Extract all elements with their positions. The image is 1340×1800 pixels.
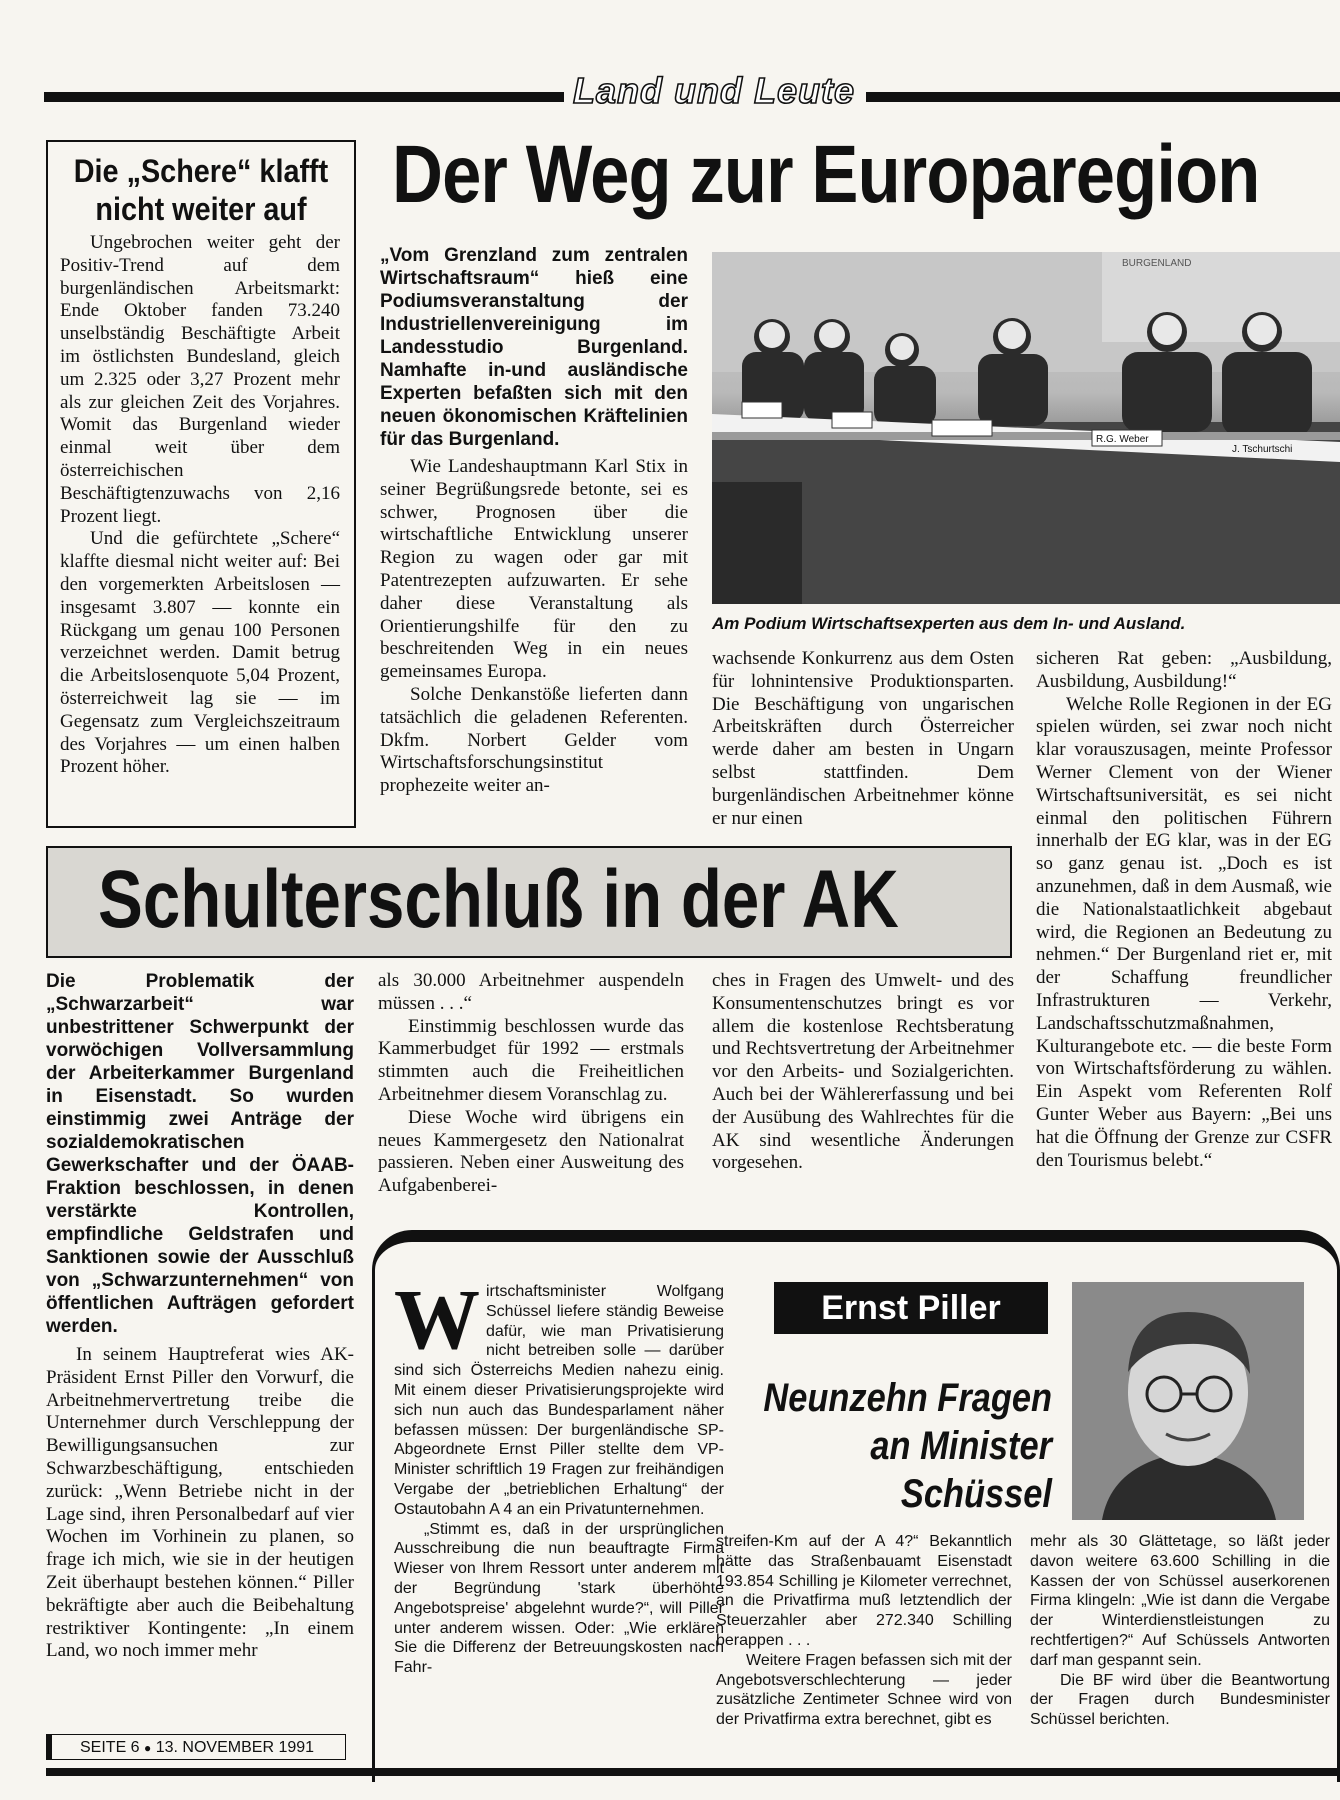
- article2-paragraph: Einstimmig beschlossen wurde das Kammerbudget für 1992 — erstmals stimmten auch die Freiheitlichen Arbeitnehmer diesem Voranschlag zu.: [378, 1015, 684, 1105]
- article2-headline: Schulterschluß in der AK: [98, 854, 899, 945]
- article1-paragraph: Welche Rolle Regionen in der EG spielen würden, sei zwar noch nicht klar vorauszusagen, meinte Professor Werner Clement von der Wiener Wirtschaftsuniversität, es sei nicht einmal den politischen Führern innerhalb der EG klar, was in der EG so ganz genau ist. „Doch es ist anzunehmen, daß in dem Ausmaß, wie die Nationalstaatlichkeit abgebaut wird, die Regionen an Bedeutung zu nehmen.“ Der Burgenland riet er, mit der Schaffung freundlicher Infrastrukturen — Verkehr, Landschaftsschutzmaßnahmen, Kulturangebote etc. — die beste Form von Wirtschaftsförderung zu wählen. Ein Aspekt vom Referenten Rolf Gunter Weber aus Bayern: „Bei uns hat die Öffnung der Grenze zur CSFR den Tourismus belebt.“: [1036, 693, 1332, 1171]
- article2-col1: [46, 970, 354, 1663]
- sidebar-title-line1: Die „Schere“ klafft: [73, 153, 329, 189]
- sidebar-box: [46, 140, 356, 828]
- sidebar-paragraph: Und die gefürchtete „Schere“ klaffte diesmal nicht weiter auf: Bei den vorgemerkten Arbeitslosen — insgesamt 3.807 — konnte ein Rückgang um genau 100 Personen verzeichnet werden. Damit betrug die Arbeitslosenquote 5,04 Prozent, österreichweit lag sie — im Gegensatz zum Vergleichszeitraum des Vorjahres — um einen halben Prozent höher.: [60, 528, 340, 778]
- article2-paragraph: ches in Fragen des Umwelt- und des Konsumentenschutzes bringt es vor allem die kostenlose Rechtsberatung und Rechtsvertretung der Arbeitnehmer vor den Arbeits- und Sozialgerichten. Auch bei der Wählererfassung und bei der Ausübung des Wahlrechtes für die AK sind wesentliche Änderungen vorgesehen.: [712, 970, 1014, 1174]
- article1-paragraph: Wie Landeshauptmann Karl Stix in seiner Begrüßungsrede betonte, sei es schwer, Prognosen über die wirtschaftliche Entwicklung unserer Region zu wagen oder gar mit Patentrezepten aufzuwarten. Er sehe daher diese Veranstaltung als Orientierungshilfe für den zu beschreitenden Weg in ein neues gemeinsames Europa.: [380, 456, 688, 683]
- article1-paragraph: Solche Denkanstöße lieferten dann tatsächlich die geladenen Referenten. Dkfm. Norbert Gelder vom Wirtschaftsforschungsinstitut prophezeite weiter an-: [380, 683, 688, 797]
- podium-photo: [712, 252, 1340, 604]
- commentary-col1: [394, 1271, 724, 1678]
- commentary-paragraph: streifen-Km auf der A 4?“ Bekanntlich hätte das Straßenbauamt Eisenstadt 193.854 Schilling je Kilometer verrechnet, an die Privatfirma muß letztendlich der Steuerzahler aber 272.340 Schilling berappen . . .: [716, 1533, 1012, 1649]
- article2-paragraph: Diese Woche wird übrigens ein neues Kammergesetz den Nationalrat passieren. Neben einer Ausweitung des Aufgabenberei-: [378, 1106, 684, 1197]
- article1-col1: [380, 456, 688, 798]
- section-title: Land und Leute: [573, 70, 855, 111]
- article1-paragraph: wachsende Konkurrenz aus dem Osten für lohnintensive Produktionsparten. Die Beschäftigung von ungarischen Arbeitskräften durch Österreicher werde daher am besten in Ungarn selbst stattfinden. Dem burgenländischen Arbeitnehmer könne er nur einen: [712, 648, 1014, 829]
- author-name-tag: Ernst Piller: [774, 1282, 1048, 1334]
- article1-headline: Der Weg zur Europaregion: [392, 129, 1260, 220]
- photo-sign-text: BURGENLAND: [1122, 258, 1192, 269]
- commentary-paragraph: mehr als 30 Glättetage, so läßt jeder davon weitere 63.600 Schilling in die Kassen der von Schüssel auserkorenen Firma klingeln: „Wie ist dann die Vergabe der Winterdienstleistungen zu rechtfertigen?“ Auf Schüssels Antworten darf man gespannt sein.: [1030, 1533, 1330, 1669]
- article2-banner: [46, 846, 1012, 958]
- sidebar-paragraph: Ungebrochen weiter geht der Positiv-Trend auf dem burgenländischen Arbeitsmarkt: Ende Oktober fanden 73.240 unselbständig Beschäftigte Arbeit im östlichsten Bundesland, gleich um 2.325 oder 3,27 Prozent mehr als zur gleichen Zeit des Vorjahres. Womit das Burgenland wieder einmal weit über dem österreichischen Beschäftigtenzuwachs von 2,16 Prozent liegt.: [60, 232, 340, 527]
- article1-col3: [1036, 648, 1332, 1172]
- commentary-title: [749, 1374, 1052, 1518]
- commentary-title-line2: an Minister: [870, 1424, 1052, 1468]
- commentary-title-line1: Neunzehn Fragen: [763, 1376, 1052, 1420]
- sidebar-title-line2: nicht weiter auf: [95, 191, 307, 227]
- author-portrait: [1072, 1282, 1304, 1520]
- author-portrait-image: [1072, 1282, 1304, 1520]
- article1-col2: [712, 648, 1014, 830]
- footer-bullet: ●: [144, 1741, 152, 1755]
- commentary-paragraph: Weitere Fragen befassen sich mit der Angebotsverschlechterung — jeder zusätzliche Zentimeter Schnee wird von der Privatfirma extra berechnet, gibt es: [716, 1651, 1012, 1729]
- photo-caption: Am Podium Wirtschaftsexperten aus dem In- und Ausland.: [712, 614, 1186, 633]
- commentary-bottom-rule: [46, 1768, 1340, 1776]
- page-number: SEITE 6: [80, 1739, 140, 1756]
- commentary-col2: [716, 1532, 1012, 1730]
- dropcap: W: [394, 1271, 480, 1367]
- page-date: 13. NOVEMBER 1991: [155, 1739, 315, 1756]
- page-footer: [46, 1734, 346, 1760]
- sidebar-title: [63, 152, 338, 228]
- commentary-paragraph: irtschaftsminister Wolfgang Schüssel liefere ständig Beweise dafür, wie man Privatisierung nicht betreiben solle — darüber sind sich Österreichs Medien nahezu einig. Mit einem dieser Privatisierungsprojekte wird sich nun auch das Bundesparlament näher befassen müssen: Der burgenländische SP-Abgeordnete Ernst Piller stellte dem VP-Minister schriftlich 19 Fragen zur freihändigen Vergabe der „betrieblichen Erhaltung“ der Ostautobahn A 4 an ein Privatunternehmen.: [394, 1283, 724, 1518]
- header-rule-left: [44, 92, 564, 102]
- commentary-paragraph: „Stimmt es, daß in der ursprünglichen Ausschreibung die nun beauftragte Firma Wieser von Ihrem Ressort unter anderem mit der Begründung 'stark überhöhte Angebotspreise' abgelehnt wurde?“, will Piller unter anderem wissen. Oder: „Wie erklären Sie die Differenz der Betreuungskosten nach Fahr-: [394, 1520, 724, 1677]
- article1-lead: „Vom Grenzland zum zentralen Wirtschaftsraum“ hieß eine Podiumsveranstaltung der Industriellenvereinigung im Landesstudio Burgenland. Namhafte in-und ausländische Experten befaßten sich mit den neuen ökonomischen Kräftelinien für das Burgenland.: [380, 245, 688, 450]
- commentary-col3: [1030, 1532, 1330, 1730]
- article2-col3: [712, 970, 1014, 1175]
- article2-paragraph: In seinem Hauptreferat wies AK-Präsident Ernst Piller den Vorwurf, die Arbeitnehmervertretung treibe die Unternehmer durch Verschleppung der Bewilligungsansuchen zur Schwarzbeschäftigung, entschieden zurück: „Wenn Betriebe nicht in der Lage sind, ihren Personalbedarf auf vier Wochen im Vorhinein zu planen, so frage ich mich, wie sie in der heutigen Zeit überhaupt bestehen können.“ Piller bekräftigte aber auch die Beibehaltung restriktiver Kontingente: „In einem Land, wo noch immer mehr: [46, 1344, 354, 1662]
- nameplate-text: R.G. Weber: [1096, 434, 1149, 445]
- article2-lead: Die Problematik der „Schwarzarbeit“ war unbestrittener Schwerpunkt der vorwöchigen Vollversammlung der Arbeiterkammer Burgenland in Eisenstadt. So wurden einstimmig zwei Anträge der sozialdemokratischen Gewerkschafter und der ÖAAB-Fraktion beschlossen, in denen verstärkte Kontrollen, empfindliche Geldstrafen und Sanktionen sowie der Ausschluß von „Schwarzunternehmen“ von öffentlichen Aufträgen gefordert werden.: [46, 971, 354, 1337]
- article1-paragraph: sicheren Rat geben: „Ausbildung, Ausbildung, Ausbildung!“: [1036, 648, 1332, 692]
- header-rule-right: [866, 92, 1340, 102]
- podium-photo-image: [712, 252, 1340, 604]
- commentary-paragraph: Die BF wird über die Beantwortung der Fragen durch Bundesminister Schüssel berichten.: [1030, 1671, 1330, 1729]
- nameplate-text: J. Tschurtschi: [1232, 444, 1293, 455]
- article2-paragraph: als 30.000 Arbeitnehmer auspendeln müssen . . .“: [378, 970, 684, 1014]
- article2-col2: [378, 970, 684, 1198]
- commentary-title-line3: Schüssel: [900, 1472, 1052, 1516]
